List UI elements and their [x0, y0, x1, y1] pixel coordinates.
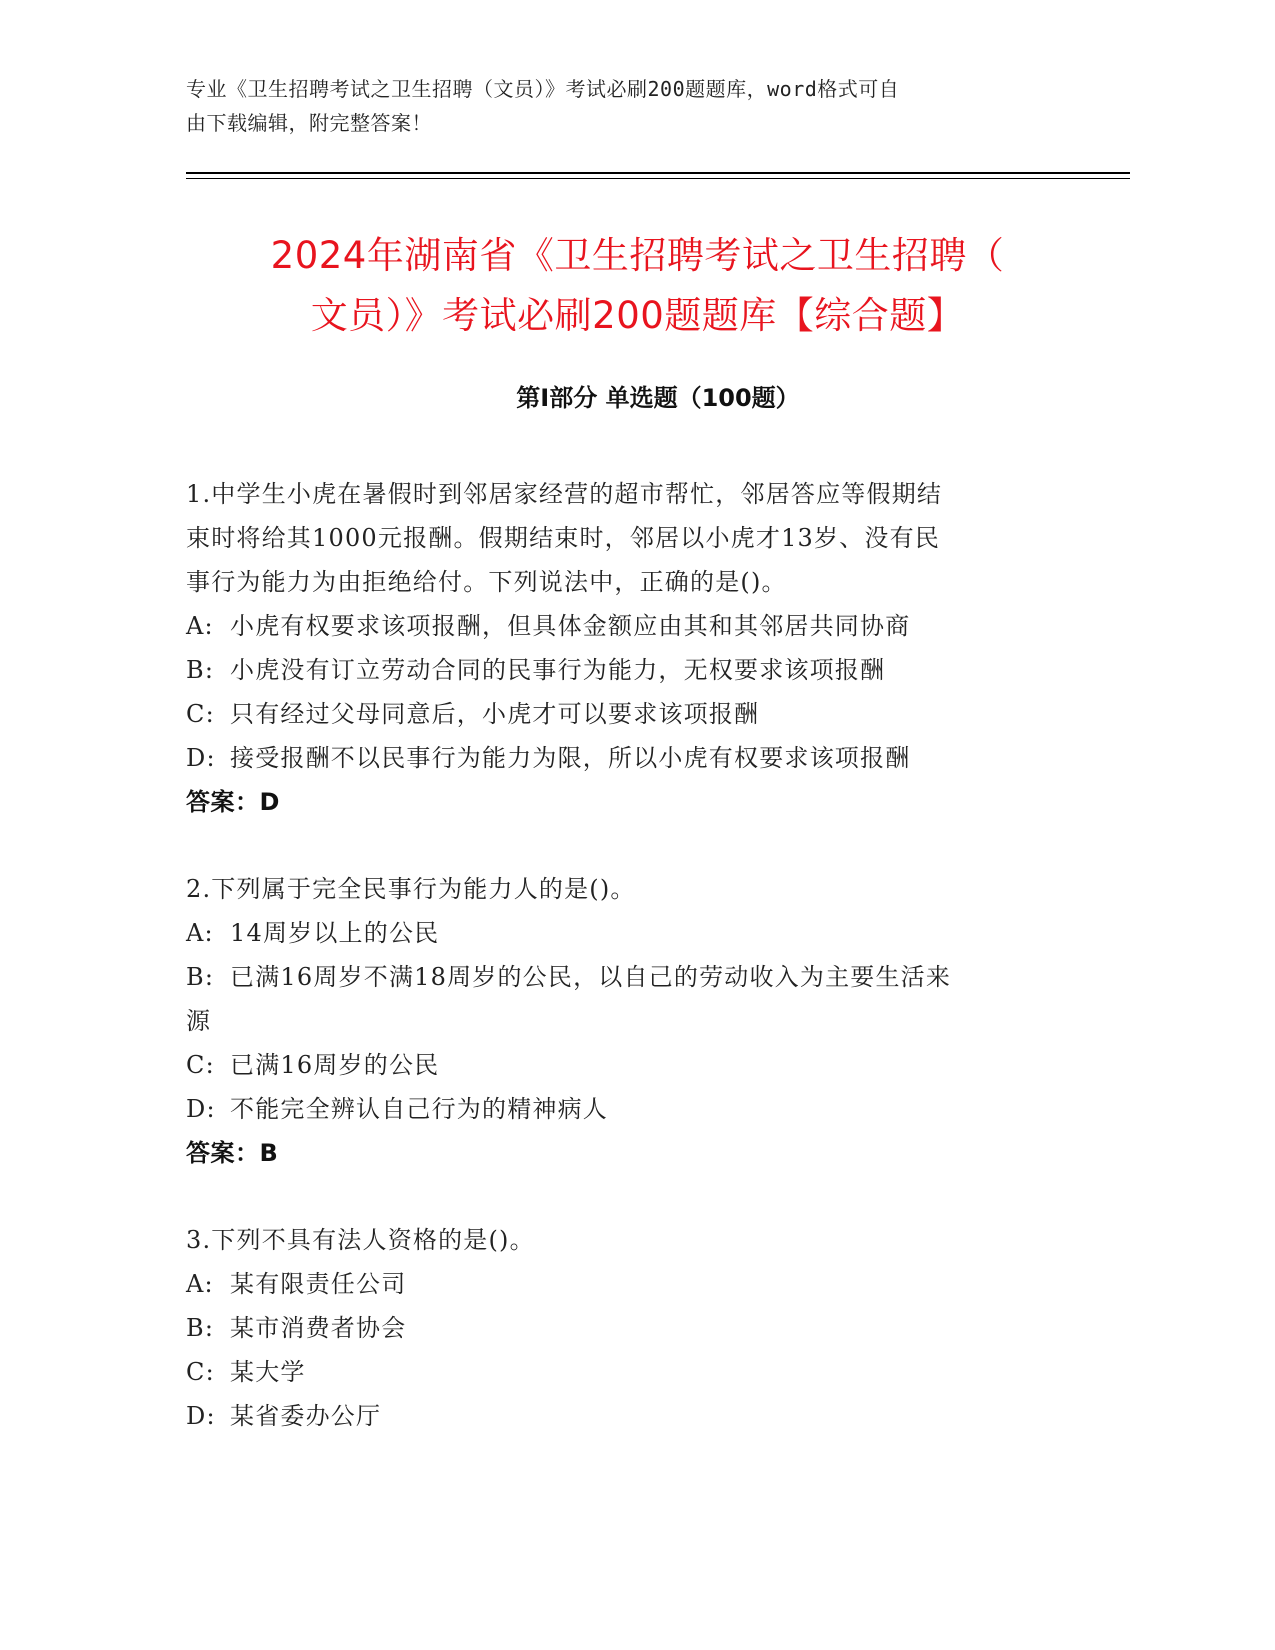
option-letter: D:: [186, 744, 216, 772]
option-letter: C:: [186, 700, 215, 728]
document-title-line-1: 2024年湖南省《卫生招聘考试之卫生招聘（: [270, 234, 1005, 277]
document-title: [150, 226, 1125, 346]
section-heading: 第Ⅰ部分 单选题（100题）: [516, 384, 800, 412]
option-letter: A:: [186, 1270, 214, 1298]
question-3: [186, 1218, 1106, 1438]
question-text-line: 束时将给其1000元报酬。假期结束时，邻居以小虎才13岁、没有民: [186, 524, 941, 552]
option-letter: B:: [186, 656, 215, 684]
option-text: 接受报酬不以民事行为能力为限，所以小虎有权要求该项报酬: [230, 744, 911, 772]
header-divider-thick: [186, 172, 1130, 174]
question-text-line: 3.下列不具有法人资格的是()。: [186, 1226, 535, 1254]
option-letter: A:: [186, 612, 214, 640]
option-d: [186, 1394, 1106, 1438]
option-b-continuation: 源: [186, 1007, 212, 1035]
option-c: [186, 1043, 1106, 1087]
option-c: [186, 692, 1106, 736]
question-list: [186, 472, 1106, 1481]
option-text: 某市消费者协会: [230, 1314, 407, 1342]
option-text: 某有限责任公司: [230, 1270, 407, 1298]
option-b: [186, 955, 1106, 999]
question-text-line: 2.下列属于完全民事行为能力人的是()。: [186, 875, 636, 903]
option-a: [186, 604, 1106, 648]
option-a: [186, 911, 1106, 955]
option-text: 已满16周岁的公民: [230, 1051, 440, 1079]
header-note-line-2: 由下载编辑，附完整答案！: [186, 111, 432, 135]
option-text: 已满16周岁不满18周岁的公民，以自己的劳动收入为主要生活来: [230, 963, 952, 991]
option-letter: B:: [186, 1314, 215, 1342]
option-text: 小虎有权要求该项报酬，但具体金额应由其和其邻居共同协商: [230, 612, 911, 640]
option-d: [186, 736, 1106, 780]
option-d: [186, 1087, 1106, 1131]
question-2: [186, 867, 1106, 1175]
option-b: [186, 1306, 1106, 1350]
option-letter: D:: [186, 1095, 216, 1123]
document-title-line-2: 文员）》考试必刷200题题库【综合题】: [310, 294, 965, 337]
option-text: 小虎没有订立劳动合同的民事行为能力，无权要求该项报酬: [230, 656, 886, 684]
option-a: [186, 1262, 1106, 1306]
option-letter: B:: [186, 963, 215, 991]
option-text: 14周岁以上的公民: [230, 919, 440, 947]
option-letter: D:: [186, 1402, 216, 1430]
option-text: 某大学: [230, 1358, 306, 1386]
option-c: [186, 1350, 1106, 1394]
option-text: 某省委办公厅: [230, 1402, 382, 1430]
question-text-line: 1.中学生小虎在暑假时到邻居家经营的超市帮忙，邻居答应等假期结: [186, 480, 943, 508]
option-letter: C:: [186, 1358, 215, 1386]
option-b: [186, 648, 1106, 692]
header-note-line-1: 专业《卫生招聘考试之卫生招聘（文员）》考试必刷200题题库，word格式可自: [186, 77, 900, 101]
header-note: [186, 72, 1066, 140]
answer-label: 答案：D: [186, 788, 280, 816]
option-letter: A:: [186, 919, 214, 947]
answer-label: 答案：B: [186, 1139, 279, 1167]
option-text: 只有经过父母同意后，小虎才可以要求该项报酬: [230, 700, 760, 728]
option-text: 不能完全辨认自己行为的精神病人: [230, 1095, 608, 1123]
option-letter: C:: [186, 1051, 215, 1079]
question-text-line: 事行为能力为由拒绝给付。下列说法中，正确的是()。: [186, 568, 787, 596]
question-1: [186, 472, 1106, 824]
header-divider-thin: [186, 178, 1130, 179]
